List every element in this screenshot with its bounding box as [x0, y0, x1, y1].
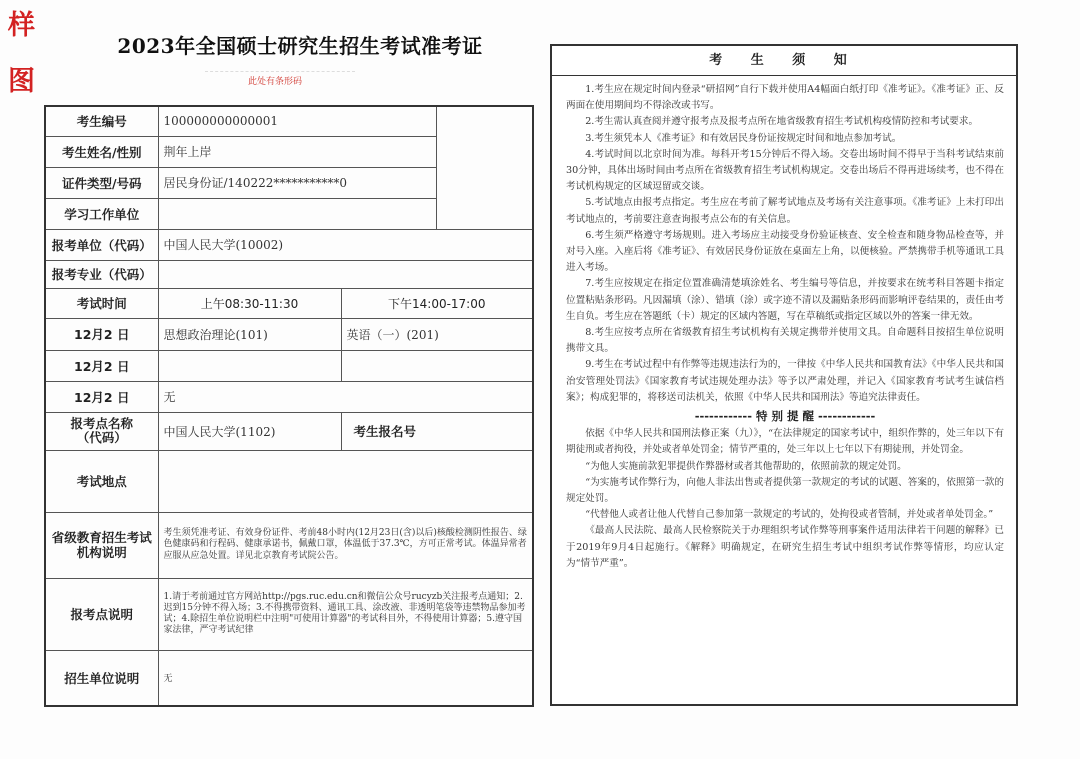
- photo-box: [436, 106, 533, 229]
- exam-location-value: [158, 450, 533, 512]
- barcode-area: [205, 60, 355, 72]
- exam-point-note-label: 报考点说明: [45, 578, 158, 650]
- special-reminder-item: 依据《中华人民共和国刑法修正案（九）》，“在法律规定的国家考试中，组织作弊的，处三年以下有期徒刑或者拘役，并处或者单处罚金；情节严重的，处三年以上七年以下有期徒刑，并处罚金。: [566, 428, 1004, 456]
- notice-item: 6.考生须严格遵守考场规则。进入考场应主动接受身份验证核查、安全检查和随身物品检查等，并对号入座。入座后将《准考证》、有效居民身份证放在桌面左上角，以便核验。严禁携带手机等通讯工具进入考场。: [566, 229, 1004, 274]
- page-title: 2023年全国硕士研究生招生考试准考证: [117, 34, 483, 58]
- notice-title: 考 生 须 知: [552, 46, 1016, 76]
- sample-mark-bottom: 图: [8, 66, 35, 97]
- notice-item: 2.考生需认真查阅并遵守报考点及报考点所在地省级教育招生考试机构疫情防控和考试要求。: [585, 116, 979, 128]
- morning-session: 上午08:30-11:30: [158, 288, 341, 318]
- notice-item: 7.考生应按规定在指定位置准确清楚填涂姓名、考生编号等信息，并按要求在统考科目答题卡指定位置粘贴条形码。凡因漏填（涂）、错填（涂）或字迹不清以及漏贴条形码而影响评卷结果的，责任由考生自负。考生应在答题纸（卡）规定的区域内答题，写在草稿纸或指定区域以外的答案一律无效。: [566, 278, 1004, 322]
- schedule-date: 12月2 日: [45, 318, 158, 350]
- apply-unit-value: 中国人民大学(10002): [158, 229, 533, 260]
- special-reminder-title: ------------ 特 别 提 醒 ------------: [694, 409, 876, 424]
- special-reminder-item: “为实施考试作弊行为，向他人非法出售或者提供第一款规定的考试的试题、答案的，依照第一款的规定处罚。: [566, 476, 1004, 505]
- exam-time-label: 考试时间: [45, 288, 158, 318]
- exam-point-note-text: 1.请于考前通过官方网站http://pgs.ruc.edu.cn和微信公众号rucyzb关注报考点通知；2.迟到15分钟不得入场；3.不得携带资料、通讯工具、涂改液、非透明笔袋等违禁物品参加考试；4.除招生单位说明栏中注明"可使用计算器"的考试科目外，不得使用计算器；5.遵守国家法律，严守考试纪律: [158, 578, 533, 650]
- exam-site-value: 中国人民大学(1102): [158, 412, 341, 450]
- name-label: 考生姓名/性别: [45, 136, 158, 167]
- notice-item: 4.考试时间以北京时间为准。每科开考15分钟后不得入场。交卷出场时间不得早于当科考试结束前30分钟，具体出场时间由考点所在省级教育招生考试机构规定。交卷出场后不得再进场续考，也不得在考试机构规定的区域逗留或交谈。: [566, 148, 1004, 193]
- work-unit-label: 学习工作单位: [45, 198, 158, 229]
- school-note-label: 招生单位说明: [45, 650, 158, 706]
- exam-id-value: 100000000000001: [158, 106, 436, 136]
- afternoon-session: 下午14:00-17:00: [341, 288, 533, 318]
- signup-no-label: 考生报名号: [341, 412, 533, 450]
- schedule-am-subject: 思想政治理论(101): [158, 318, 341, 350]
- provincial-note-text: 考生须凭准考证、有效身份证件、考前48小时内(12月23日(含)以后)核酸检测阴性报告、绿色健康码和行程码、健康承诺书，佩戴口罩，体温低于37.3℃，方可正常考试。体温异常者应服从应急处置。详见北京教育考试院公告。: [158, 512, 533, 578]
- provincial-note-label: 省级教育招生考试机构说明: [45, 512, 158, 578]
- schedule-date: 12月2 日: [45, 381, 158, 412]
- apply-unit-label: 报考单位（代码）: [45, 229, 158, 260]
- exam-id-label: 考生编号: [45, 106, 158, 136]
- notice-item: 8.考生应按考点所在省级教育招生考试机构有关规定携带并使用文具。自命题科目按招生单位说明携带文具。: [566, 327, 1004, 355]
- notice-item: 9.考生在考试过程中有作弊等违规违法行为的，一律按《中华人民共和国教育法》《中华人民共和国治安管理处罚法》《国家教育考试违规处理办法》等予以严肃处理，并记入《国家教育考试考生诚信档案》；构成犯罪的，将移送司法机关，依照《中华人民共和国刑法》等追究法律责任。: [566, 359, 1004, 403]
- notice-item: 3.考生须凭本人《准考证》和有效居民身份证按规定时间和地点参加考试。: [585, 132, 902, 144]
- name-value: 荆年上岸: [158, 136, 436, 167]
- notice-item: 5.考试地点由报考点指定。考生应在考前了解考试地点及考场有关注意事项。《准考证》上未打印出考试地点的，考前要注意查询报考点公布的有关信息。: [566, 197, 1004, 225]
- sample-mark-top: 样: [8, 10, 35, 41]
- exam-location-label: 考试地点: [45, 450, 158, 512]
- schedule-date: 12月2 日: [45, 350, 158, 381]
- schedule-pm-subject: 英语（一）(201): [341, 318, 533, 350]
- special-reminder-item: “代替他人或者让他人代替自己参加第一款规定的考试的，处拘役或者管制，并处或者单处罚金。”: [585, 509, 994, 521]
- admission-table: [44, 105, 534, 707]
- candidate-notice-panel: [550, 44, 1018, 706]
- school-note-text: 无: [158, 650, 533, 706]
- schedule-am-subject: [158, 350, 341, 381]
- notice-item: 1.考生应在规定时间内登录“研招网”自行下载并使用A4幅面白纸打印《准考证》。《准考证》正、反两面在使用期间均不得涂改或书写。: [566, 84, 1004, 112]
- work-unit-value: [158, 198, 436, 229]
- schedule-am-subject: 无: [158, 381, 533, 412]
- id-type-value: 居民身份证/140222***********0: [158, 167, 436, 198]
- schedule-pm-subject: [341, 350, 533, 381]
- exam-site-label: 报考点名称 （代码）: [45, 412, 158, 450]
- id-type-label: 证件类型/号码: [45, 167, 158, 198]
- apply-major-value: [158, 260, 533, 288]
- special-reminder-item: 《最高人民法院、最高人民检察院关于办理组织考试作弊等刑事案件适用法律若干问题的解释》已于2019年9月4日起施行。《解释》明确规定，在研究生招生考试中组织考试作弊等情形，均应认定为“情节严重”。: [566, 525, 1004, 569]
- barcode-note: 此处有条形码: [247, 77, 302, 87]
- apply-major-label: 报考专业（代码）: [45, 260, 158, 288]
- special-reminder-item: “为他人实施前款犯罪提供作弊器材或者其他帮助的，依照前款的规定处罚。: [585, 460, 907, 472]
- notice-body: [552, 76, 1016, 572]
